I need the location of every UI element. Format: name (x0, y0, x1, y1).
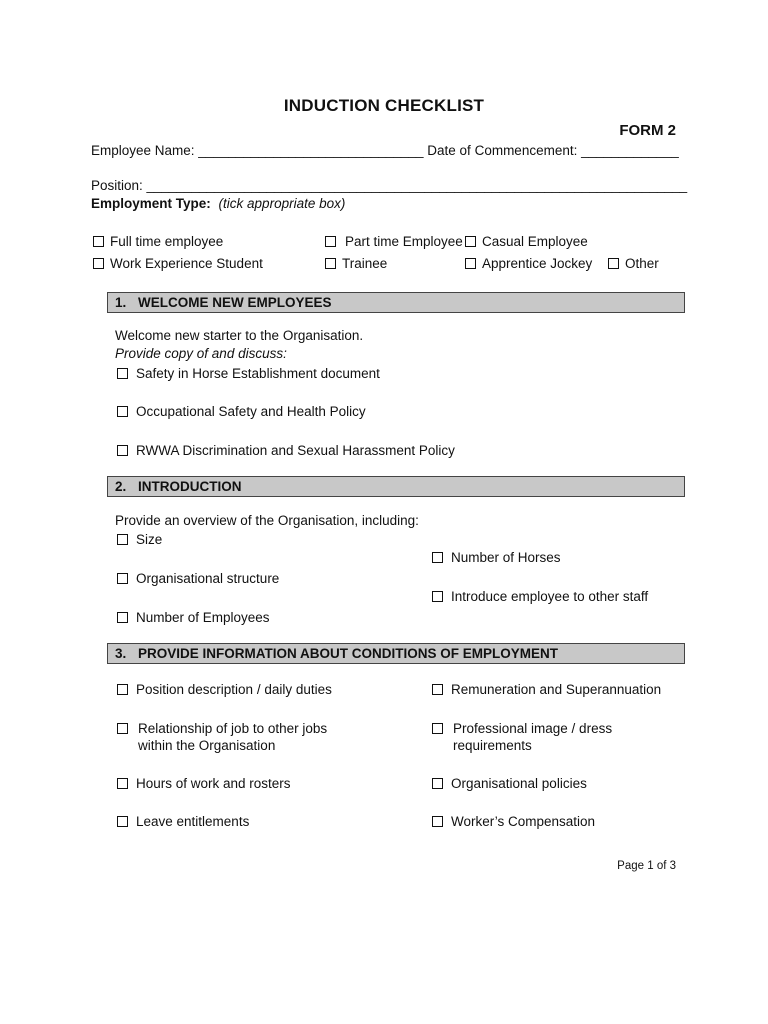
checklist-item-label: Organisational structure (136, 571, 280, 586)
employment-full-time-label: Full time employee (110, 234, 224, 249)
position-field[interactable]: Position: ________________________________________________________________________ (91, 178, 688, 193)
checklist-item-label: Number of Employees (136, 610, 270, 625)
checkbox-icon[interactable] (432, 723, 443, 734)
section-2-header (107, 476, 685, 497)
checklist-item[interactable] (117, 404, 366, 419)
checklist-item-label: Professional image / dress requirements (453, 721, 613, 753)
checkbox-icon[interactable] (432, 816, 443, 827)
employment-apprentice[interactable] (465, 256, 592, 271)
employment-casual[interactable] (465, 234, 588, 249)
checkbox-icon[interactable] (93, 258, 104, 269)
checklist-item-label: Safety in Horse Establishment document (136, 366, 380, 381)
checklist-item[interactable] (117, 443, 455, 458)
checkbox-icon[interactable] (117, 573, 128, 584)
employment-apprentice-label: Apprentice Jockey (482, 256, 593, 271)
checkbox-icon[interactable] (325, 258, 336, 269)
checklist-item[interactable] (117, 532, 162, 547)
checklist-item[interactable] (117, 571, 279, 586)
form-number: FORM 2 (619, 122, 676, 139)
checklist-item-label: Number of Horses (451, 550, 561, 565)
document-title: INDUCTION CHECKLIST (283, 96, 485, 115)
employment-part-time-label: Part time Employee (345, 234, 463, 249)
employment-full-time[interactable] (93, 234, 223, 249)
page-number: Page 1 of 3 (617, 860, 676, 872)
employment-trainee-label: Trainee (342, 256, 388, 271)
checklist-item[interactable] (432, 550, 561, 565)
checkbox-icon[interactable] (117, 816, 128, 827)
checkbox-icon[interactable] (117, 684, 128, 695)
employment-casual-label: Casual Employee (482, 234, 588, 249)
checkbox-icon[interactable] (117, 723, 128, 734)
section-number: 3. (115, 646, 127, 661)
checklist-item[interactable] (117, 814, 249, 829)
checkbox-icon[interactable] (117, 445, 128, 456)
checkbox-icon[interactable] (432, 684, 443, 695)
checklist-item[interactable] (432, 682, 661, 697)
checkbox-icon[interactable] (432, 778, 443, 789)
section-title: PROVIDE INFORMATION ABOUT CONDITIONS OF EMPLOYMENT (138, 646, 558, 661)
checklist-item[interactable] (432, 814, 595, 829)
checkbox-icon[interactable] (117, 368, 128, 379)
checkbox-icon[interactable] (117, 778, 128, 789)
section-2-intro: Provide an overview of the Organisation, including: (115, 513, 419, 528)
checklist-item-label: RWWA Discrimination and Sexual Harassment Policy (136, 443, 455, 458)
checklist-item-label: Introduce employee to other staff (451, 589, 649, 604)
section-number: 2. (115, 479, 127, 494)
checkbox-icon[interactable] (117, 406, 128, 417)
checklist-item[interactable] (117, 366, 380, 381)
section-title: WELCOME NEW EMPLOYEES (138, 295, 332, 310)
checklist-item-label: Leave entitlements (136, 814, 250, 829)
checklist-item[interactable] (432, 720, 632, 754)
checkbox-icon[interactable] (432, 552, 443, 563)
section-number: 1. (115, 295, 127, 310)
checkbox-icon[interactable] (93, 236, 104, 247)
checkbox-icon[interactable] (465, 258, 476, 269)
section-title: INTRODUCTION (138, 479, 242, 494)
section-1-sub-intro: Provide copy of and discuss: (115, 346, 287, 361)
section-3-header (107, 643, 685, 664)
checklist-item-label: Relationship of job to other jobs within the Organisation (138, 721, 328, 753)
checklist-item[interactable] (432, 776, 587, 791)
checklist-item-label: Organisational policies (451, 776, 587, 791)
employment-other-label: Other (625, 256, 659, 271)
checkbox-icon[interactable] (117, 534, 128, 545)
employment-type-row (91, 196, 345, 211)
section-1-header (107, 292, 685, 313)
checklist-item-label: Hours of work and rosters (136, 776, 291, 791)
checklist-item[interactable] (117, 776, 291, 791)
checklist-item-label: Occupational Safety and Health Policy (136, 404, 366, 419)
employment-type-hint: (tick appropriate box) (218, 196, 346, 211)
employment-trainee[interactable] (325, 256, 387, 271)
checkbox-icon[interactable] (432, 591, 443, 602)
checkbox-icon[interactable] (325, 236, 336, 247)
section-1-intro: Welcome new starter to the Organisation. (115, 328, 364, 343)
employment-type-label: Employment Type: (91, 196, 211, 211)
checklist-item-label: Worker’s Compensation (451, 814, 596, 829)
checklist-item[interactable] (432, 589, 648, 604)
employment-work-experience-label: Work Experience Student (110, 256, 263, 271)
employment-work-experience[interactable] (93, 256, 263, 271)
checklist-item[interactable] (117, 610, 270, 625)
checklist-item-label: Size (136, 532, 163, 547)
checklist-item-label: Remuneration and Superannuation (451, 682, 662, 697)
employment-other[interactable] (608, 256, 659, 271)
checkbox-icon[interactable] (465, 236, 476, 247)
checklist-item[interactable] (117, 720, 347, 754)
checklist-item[interactable] (117, 682, 332, 697)
employee-name-field[interactable]: Employee Name: ______________________________ Date of Commencement: _____________ (91, 143, 679, 158)
checkbox-icon[interactable] (117, 612, 128, 623)
checklist-item-label: Position description / daily duties (136, 682, 332, 697)
checkbox-icon[interactable] (608, 258, 619, 269)
employment-part-time[interactable] (325, 234, 463, 249)
